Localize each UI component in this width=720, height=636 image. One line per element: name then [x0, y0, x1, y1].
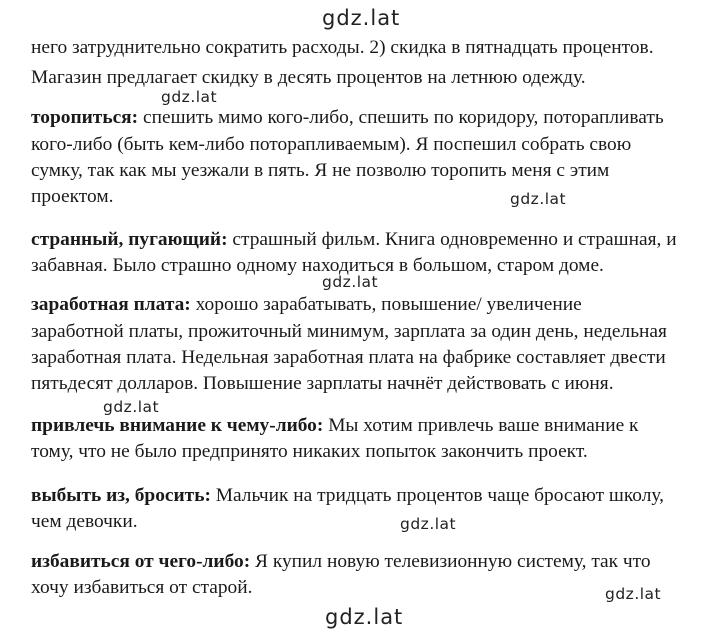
entry-line — [31, 106, 664, 130]
watermark: gdz.lat — [103, 398, 160, 416]
entry-text: спешить мимо кого-либо, спешить по коридору, поторапливать — [138, 107, 664, 128]
watermark-bottom: gdz.lat — [325, 605, 404, 629]
entry-term: заработная плата: — [31, 294, 191, 315]
entry-line — [31, 414, 638, 438]
entry-term: странный, пугающий: — [31, 229, 228, 250]
text-line: него затруднительно сократить расходы. 2) скидка в пятнадцать процентов. — [31, 37, 654, 58]
entry-term: привлечь внимание к чему-либо: — [31, 415, 324, 436]
entry-term: избавиться от чего-либо: — [31, 551, 251, 572]
text-line: проектом. — [31, 186, 114, 207]
entry-text: Мы хотим привлечь ваше внимание к — [323, 415, 639, 436]
entry-term: торопиться: — [31, 107, 139, 128]
text-line: Магазин предлагает скидку в десять процентов на летнюю одежду. — [31, 67, 586, 88]
entry-line — [31, 293, 582, 317]
entry-text: Мальчик на тридцать процентов чаще бросают школу, — [210, 485, 664, 506]
watermark: gdz.lat — [322, 273, 379, 291]
entry-line — [31, 484, 664, 508]
text-line: тому, что не было предпринято никаких попыток закончить проект. — [31, 441, 588, 462]
entry-line — [31, 228, 677, 252]
text-line: кого-либо (быть кем-либо поторапливаемым). Я поспешил собрать свою — [31, 134, 632, 155]
entry-text: хорошо зарабатывать, повышение/ увеличение — [190, 294, 582, 315]
text-line: сумку, так как мы уезжали в пять. Я не позволю торопить меня с этим — [31, 160, 610, 181]
watermark: gdz.lat — [400, 515, 457, 533]
watermark: gdz.lat — [605, 585, 662, 603]
entry-text: Я купил новую телевизионную систему, так что — [250, 551, 651, 572]
text-line: заработной платы, прожиточный минимум, зарплата за один день, недельная — [31, 321, 667, 342]
watermark-top: gdz.lat — [322, 6, 401, 30]
entry-term: выбыть из, бросить: — [31, 485, 211, 506]
watermark: gdz.lat — [161, 88, 218, 106]
text-line: пятьдесят долларов. Повышение зарплаты начнёт действовать с июня. — [31, 373, 614, 394]
text-line: заработная плата. Недельная заработная плата на фабрике составляет двести — [31, 347, 666, 368]
text-line: хочу избавиться от старой. — [31, 577, 253, 598]
text-line: чем девочки. — [31, 511, 138, 532]
text-line: забавная. Было страшно одному находиться в большом, старом доме. — [31, 255, 604, 276]
watermark: gdz.lat — [510, 190, 567, 208]
entry-line — [31, 550, 651, 574]
entry-text: страшный фильм. Книга одновременно и страшная, и — [227, 229, 677, 250]
